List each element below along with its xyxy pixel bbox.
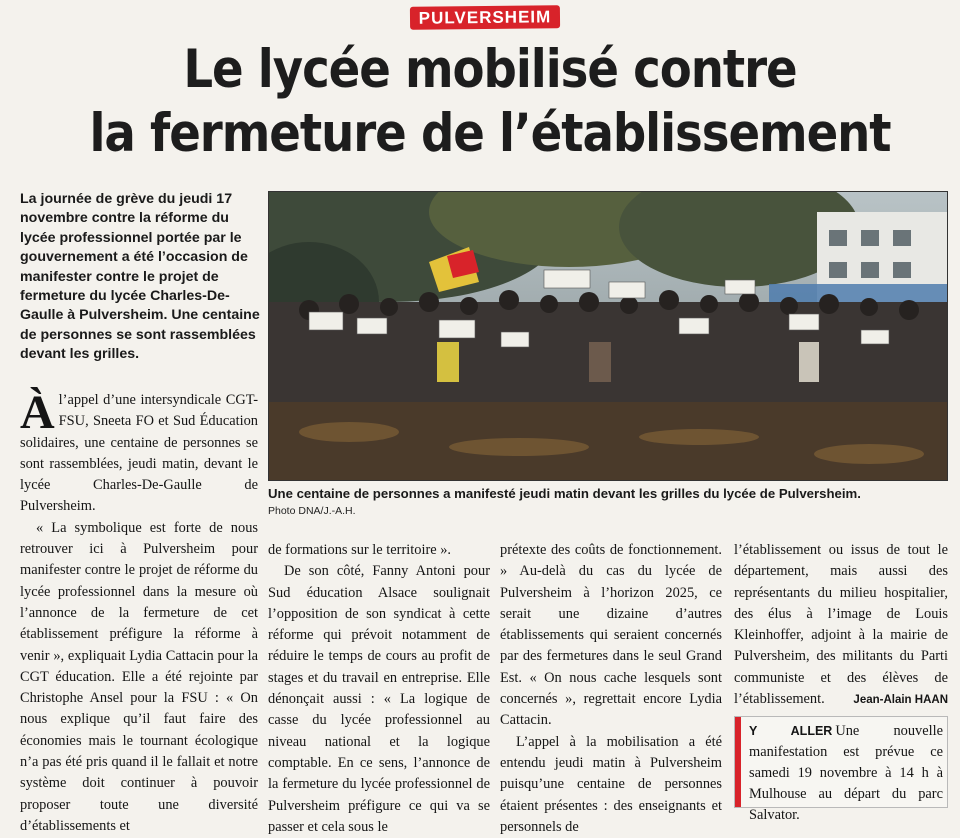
y-aller-text — [749, 721, 943, 826]
y-aller-body: Une nouvelle manifestation est prévue ce samedi 19 novembre à 14 h à Mulhouse au départ du parc Salvator. — [749, 723, 943, 823]
body-paragraph: L’appel à la mobilisation a été entendu jeudi matin à Pulversheim puisqu’une centaine de personnes étaient présentes : des enseignants et personnels de — [500, 733, 722, 835]
body-column-4 — [734, 540, 948, 710]
drop-cap: À — [20, 386, 55, 439]
protest-photo — [268, 191, 948, 481]
body-paragraph: l’appel d’une intersyndicale CGT-FSU, Sneeta FO et Sud Éducation solidaires, une centaine de personnes se sont rassemblées, jeudi matin, devant le lycée Charles-De-Gaulle de Pulversheim. — [20, 392, 258, 515]
lead-paragraph: La journée de grève du jeudi 17 novembre contre la réforme du lycée professionnel portée par le gouvernement a été l’occasion de manifester contre le projet de fermeture du lycée Charles-De-Gaulle à Pulversheim. Une centaine de personnes se sont rassemblées devant les grilles. — [20, 191, 260, 363]
body-paragraph: « La symbolique est forte de nous retrouver ici à Pulversheim pour manifester contre le projet de réforme du lycée professionnel dans la mesure où l’annonce de la fermeture de cet établissement préfigure la réforme à venir », expliquait Lydia Cattacin pour la CGT éducation. Elle a été rejointe par Christophe Ansel pour la FSU : « On nous explique qu’il faut faire des économies mais le tournant écologique n’a pas été pris quand il le fallait et notre système doit continuer à pouvoir proposer toute une diversité d’établissements et — [20, 519, 258, 834]
y-aller-label: Y ALLER — [749, 724, 833, 738]
headline — [85, 38, 895, 166]
y-aller-accent-bar — [735, 717, 741, 807]
body-column-3 — [500, 540, 722, 838]
headline-line-1: Le lycée mobilisé contre — [183, 39, 797, 100]
section-label: PULVERSHEIM — [410, 5, 560, 30]
body-paragraph: prétexte des coûts de fonctionnement. » Au-delà du cas du lycée de Pulversheim à l’horizon 2025, ce serait une dizaine d’autres établissements qui seraient concernés par des fermetures dans le seul Grand Est. « On nous cache lesquels sont concernés », regrettait encore Lydia Cattacin. — [500, 542, 722, 729]
protest-photo-illustration — [269, 192, 947, 480]
photo-credit: Photo DNA/J.-A.H. — [268, 505, 356, 517]
body-column-2 — [268, 540, 490, 838]
body-paragraph: de formations sur le territoire ». — [268, 542, 452, 558]
photo-caption: Une centaine de personnes a manifesté jeudi matin devant les grilles du lycée de Pulversheim. — [268, 486, 861, 501]
body-paragraph: l’établissement ou issus de tout le département, mais aussi des représentants du milieu hospitalier, des élus à l’image de Louis Kleinhoffer, adjoint à la mairie de Pulversheim, des militants du Parti communiste et des élèves de l’établissement. — [734, 542, 948, 708]
body-column-1 — [20, 386, 258, 837]
headline-line-2: la fermeture de l’établissement — [89, 103, 891, 164]
y-aller-box — [734, 716, 948, 823]
body-paragraph: De son côté, Fanny Antoni pour Sud éducation Alsace soulignait l’opposition de son syndicat à cette réforme qui prévoit notamment de réduire le temps de cours au profit de stages et du travail en entreprise. Elle dénonçait aussi : « La logique de casse du lycée professionnel au niveau national et la logique comptable. En ce sens, l’annonce de la fermeture du lycée professionnel de Pulversheim préfigure ce qui va se passer et cela sous le — [268, 563, 490, 835]
byline: Jean-Alain HAAN — [853, 694, 948, 706]
